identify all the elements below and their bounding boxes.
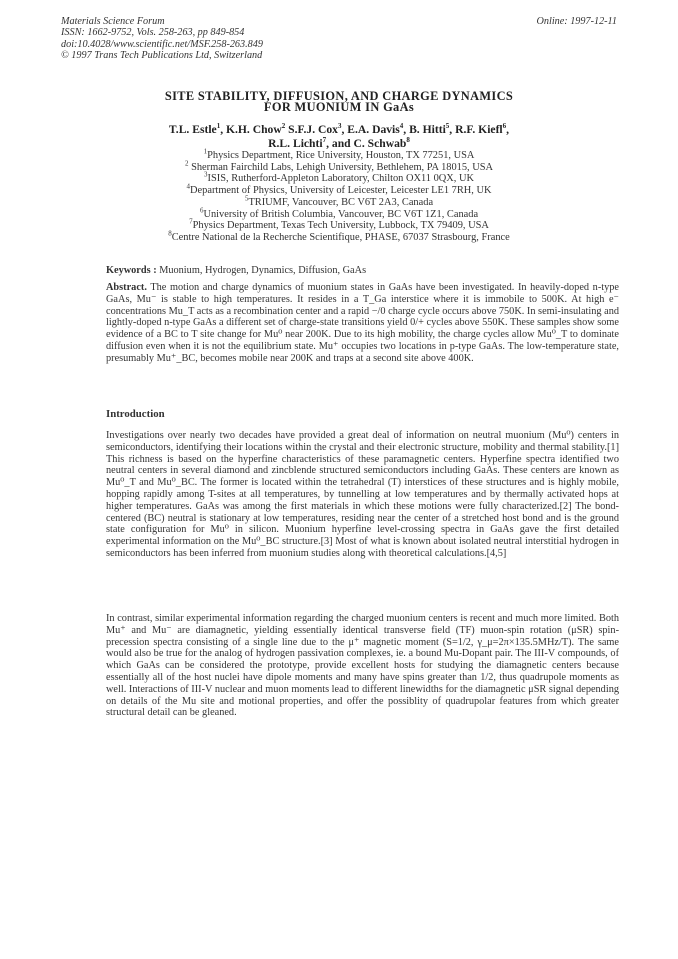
title-line-1: SITE STABILITY, DIFFUSION, AND CHARGE DYNAMICS bbox=[164, 89, 514, 103]
keywords bbox=[106, 265, 619, 277]
doi-line: doi:10.4028/www.scientific.net/MSF.258-263.849 bbox=[61, 38, 263, 50]
page-header bbox=[61, 16, 617, 61]
introduction-paragraph-2: In contrast, similar experimental information regarding the charged muonium centers is recent and much more limited. Both Mu⁺ and Mu⁻ are diamagnetic, yielding essentially identical transverse field (TF) muon-spin rotation (μSR) spin-precession spectra consisting of a single line due to the μ⁺ magnetic moment (S=1/2, γ_μ=2π×135.5MHz/T). The same would also be true for the analog of hydrogen passivation complexes, ie. a bound Mu-Dopant pair. The III-V compounds, of which GaAs can be considered the prototype, provide excellent hosts for studying the diamagnetic centers because essentially all of the host nuclei have dipole moments and many have spins greater than 1/2, thus quadrupole moments as well. Interactions of III-V nuclear and muon moments lead to different linewidths for the diamagnetic μSR signal depending on details of the Mu site and motional properties, and offer the possiblity of quadrupolar features from which greater structural detail can be gleaned. bbox=[106, 613, 619, 719]
author: C. Schwab$^8$ bbox=[353, 136, 410, 150]
keywords-text: Muonium, Hydrogen, Dynamics, Diffusion, GaAs bbox=[159, 265, 367, 276]
introduction-paragraph-1: Investigations over nearly two decades have provided a great deal of information on neutral muonium (Mu⁰) centers in semiconductors, identifying their locations within the crystal and their electronic structure, mobility and thermal stability.[1] This richness is based on the hyperfine characteristics of these paramagnetic centers. Hyperfine spectra identified two neutral centers in several diamond and zincblende structured semiconductors including GaAs. These centers are known as Mu⁰_T and Mu⁰_BC. The former is located within the tetrahedral (T) interstices of these structures and is highly mobile, hopping rapidly among T-sites at all temperatures, by tunnelling at low temperatures and by thermally activated hops at higher temperatures. GaAs was among the first materials in which these motions were fully characterized.[2] The bond-centered (BC) neutral is stationary at low temperatures, residing near the center of a stretched host bond and is the ground state configuration for Mu⁰ in silicon. Muonium hyperfine level-crossing spectra in GaAs gave the first detailed experimental information on the Mu⁰_BC structure.[3] Most of what is known about isolated neutral interstitial hydrogen in semiconductors has been inferred from muonium studies along with theoretical calculations.[4,5] bbox=[106, 430, 619, 559]
affiliation: $^5$TRIUMF, Vancouver, BC V6T 2A3, Canada bbox=[244, 194, 434, 208]
affiliation: $^4$Department of Physics, University of Leicester, Leicester LE1 7RH, UK bbox=[186, 182, 492, 197]
abstract-label: Abstract. bbox=[106, 282, 147, 293]
copyright-line: © 1997 Trans Tech Publications Ltd, Switzerland bbox=[61, 49, 263, 61]
author: S.F.J. Cox$^3$, bbox=[288, 122, 348, 136]
author: B. Hitti$^5$, bbox=[409, 122, 456, 136]
affiliation: $^7$Physics Department, Texas Tech University, Lubbock, TX 79409, USA bbox=[189, 217, 489, 232]
author-list bbox=[0, 123, 678, 151]
paper-title bbox=[0, 91, 678, 114]
affiliation: $^1$Physics Department, Rice University, Houston, TX 77251, USA bbox=[203, 147, 475, 161]
affiliation: $^2$ Sherman Fairchild Labs, Lehigh University, Bethlehem, PA 18015, USA bbox=[184, 159, 494, 173]
author: K.H. Chow$^2$ bbox=[226, 122, 286, 136]
introduction-heading: Introduction bbox=[106, 408, 165, 420]
author: R.F. Kiefl$^6$, bbox=[455, 122, 510, 136]
issn-line: ISSN: 1662-9752, Vols. 258-263, pp 849-854 bbox=[61, 27, 245, 39]
author: R.L. Lichti$^7$, and bbox=[268, 136, 354, 150]
affiliation-list bbox=[0, 147, 678, 244]
affiliation: $^6$University of British Columbia, Vancouver, BC V6T 1Z1, Canada bbox=[199, 206, 479, 220]
online-date: Online: 1997-12-11 bbox=[536, 16, 617, 27]
affiliation: $^3$ISIS, Rutherford-Appleton Laboratory, Chilton OX11 0QX, UK bbox=[204, 170, 474, 185]
abstract-text: The motion and charge dynamics of muonium states in GaAs have been investigated. In heavily-doped n-type GaAs, Mu⁻ is stable to high temperatures. It resides in a T_Ga interstice where it is immobile to 500K. At high e⁻ concentrations Mu_T acts as a recombination center and a rapid −/0 charge cycle occurs above 750K. In semi-insulating and lightly-doped n-type GaAs a different set of charge-state transitions yield 0/+ cycles above 550K. These samples show some evidence of a BC to T site change for Mu⁰ near 200K. Due to its high mobility, the charge cycles allow Mu⁰_T to dominate diffusion even when it is not the equilibrium state. Mu⁺ occupies two locations in p-type GaAs. The low-temperature state, presumably Mu⁺_BC, becomes mobile near 200K and traps at a second site above 400K. bbox=[106, 282, 619, 364]
affiliation: $^8$Centre National de la Recherche Scientifique, PHASE, 67037 Strasbourg, France bbox=[168, 229, 510, 243]
abstract bbox=[106, 282, 619, 365]
journal-name: Materials Science Forum bbox=[61, 16, 165, 27]
author: E.A. Davis$^4$, bbox=[347, 122, 410, 136]
title-line-2: FOR MUONIUM IN GaAs bbox=[263, 100, 415, 115]
author: T.L. Estle$^1$, bbox=[168, 122, 226, 136]
keywords-label: Keywords : bbox=[106, 265, 157, 276]
